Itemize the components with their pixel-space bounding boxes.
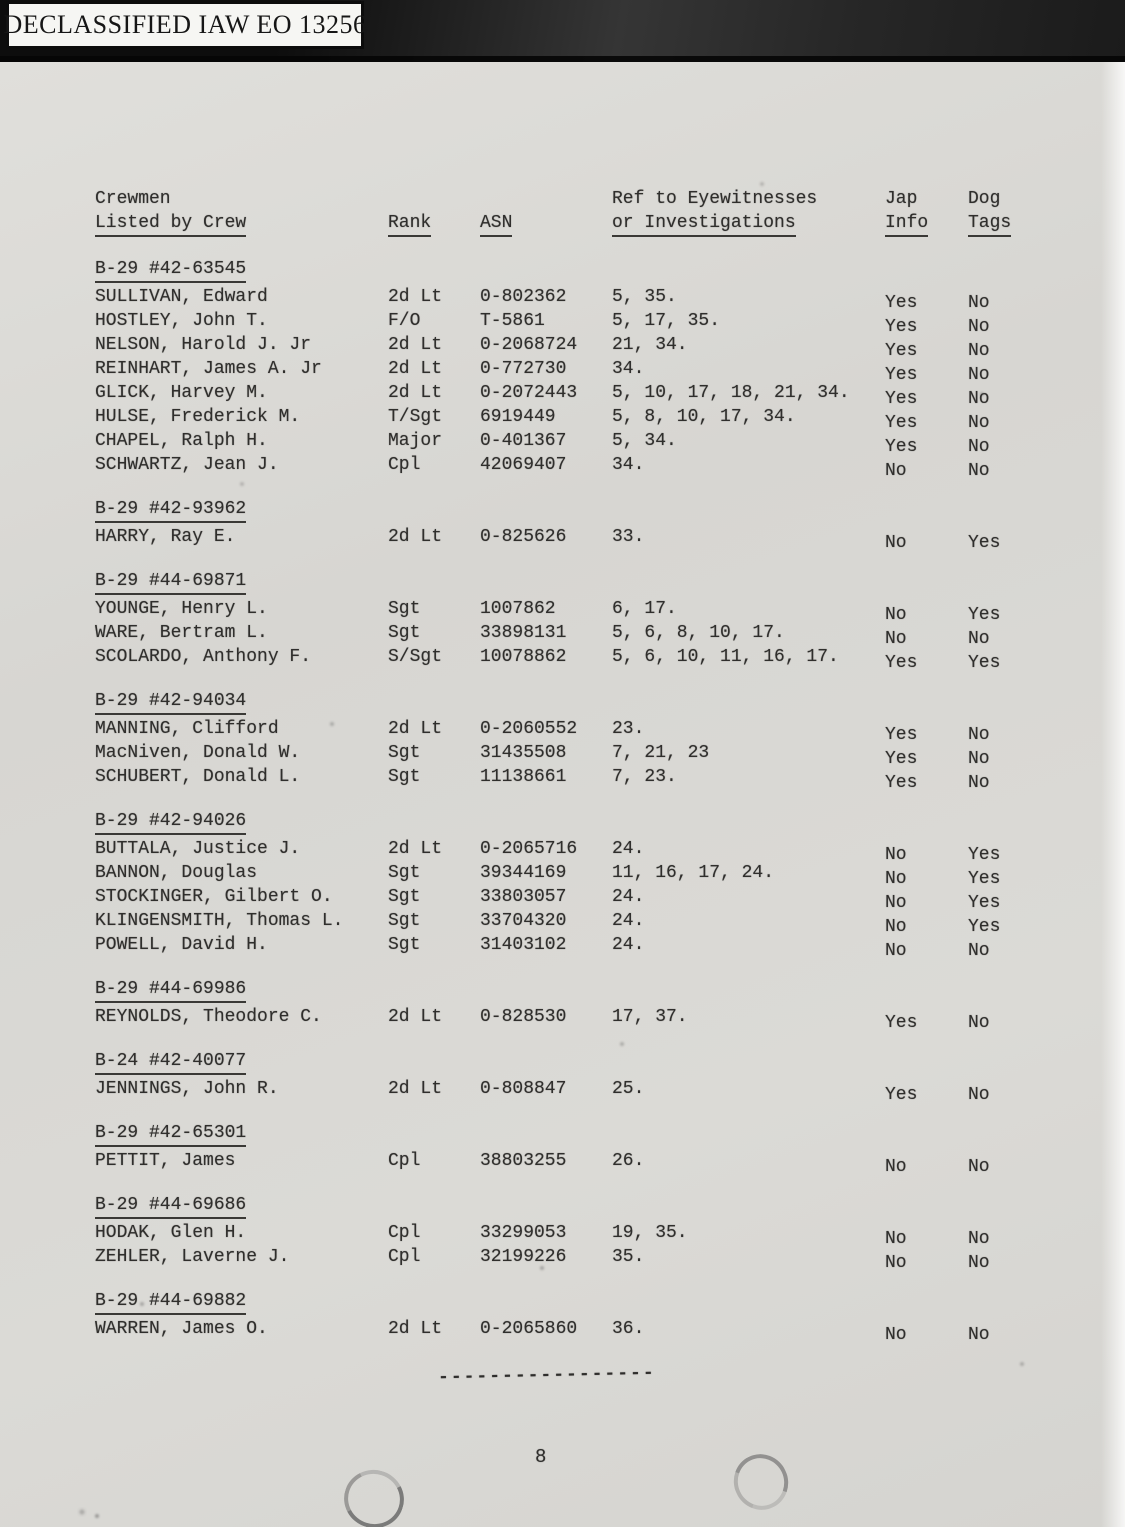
crew-block [95, 1289, 1095, 1345]
member-jap-info: Yes [885, 317, 918, 337]
member-jap-info: No [885, 941, 907, 961]
member-name: KLINGENSMITH, Thomas L. [95, 911, 344, 931]
member-rank: S/Sgt [388, 647, 443, 667]
crew-heading [95, 1049, 1095, 1073]
member-dog-tags: Yes [968, 533, 1001, 553]
member-name: YOUNGE, Henry L. [95, 599, 268, 619]
column-header-asn [480, 187, 612, 237]
member-jap-info: No [885, 869, 907, 889]
member-dog-tags: No [968, 317, 990, 337]
member-ref: 34. [612, 455, 645, 475]
member-jap-info: Yes [885, 293, 918, 313]
member-ref: 25. [612, 1079, 645, 1099]
header-rank: Rank [388, 212, 431, 237]
member-row [95, 597, 1095, 625]
ring-stain-left [337, 1462, 412, 1527]
member-rank: 2d Lt [388, 1079, 443, 1099]
crew-block [95, 689, 1095, 793]
member-asn: 6919449 [480, 407, 556, 427]
crew-heading [95, 689, 1095, 713]
member-jap-info: Yes [885, 1085, 918, 1105]
member-asn: 32199226 [480, 1247, 567, 1267]
crew-block [95, 257, 1095, 481]
member-name: MacNiven, Donald W. [95, 743, 301, 763]
declassified-stamp-text: DECLASSIFIED IAW EO 13256 [3, 10, 367, 39]
member-name: REINHART, James A. Jr [95, 359, 322, 379]
member-jap-info: Yes [885, 413, 918, 433]
member-jap-info: No [885, 1157, 907, 1177]
member-name: HOSTLEY, John T. [95, 311, 268, 331]
member-dog-tags: No [968, 389, 990, 409]
member-asn: 0-825626 [480, 527, 567, 547]
member-dog-tags: No [968, 293, 990, 313]
member-asn: 0-2065860 [480, 1319, 578, 1339]
member-rank: Sgt [388, 935, 421, 955]
member-jap-info: Yes [885, 1013, 918, 1033]
member-rank: 2d Lt [388, 1007, 443, 1027]
crew-block [95, 1121, 1095, 1177]
member-dog-tags: Yes [968, 605, 1001, 625]
member-row [95, 525, 1095, 553]
member-name: HULSE, Frederick M. [95, 407, 301, 427]
document-paper [0, 62, 1125, 1527]
member-rank: Sgt [388, 743, 421, 763]
member-asn: 0-802362 [480, 287, 567, 307]
crew-aircraft-number: B-29 #44-69686 [95, 1194, 246, 1219]
member-name: MANNING, Clifford [95, 719, 279, 739]
column-header-crewmen [95, 187, 388, 237]
member-jap-info: Yes [885, 365, 918, 385]
crew-aircraft-number: B-29 #42-65301 [95, 1122, 246, 1147]
crew-list [95, 237, 1095, 1388]
member-name: SCHUBERT, Donald L. [95, 767, 301, 787]
crew-block [95, 1193, 1095, 1273]
member-row [95, 837, 1095, 865]
member-asn: 0-2065716 [480, 839, 578, 859]
member-dog-tags: No [968, 437, 990, 457]
member-jap-info: Yes [885, 725, 918, 745]
member-ref: 5, 10, 17, 18, 21, 34. [612, 383, 850, 403]
member-rank: 2d Lt [388, 359, 443, 379]
member-asn: 33299053 [480, 1223, 567, 1243]
member-asn: 39344169 [480, 863, 567, 883]
member-ref: 6, 17. [612, 599, 677, 619]
member-dog-tags: No [968, 1085, 990, 1105]
member-rank: Sgt [388, 599, 421, 619]
member-dog-tags: Yes [968, 653, 1001, 673]
header-crewmen-line1: Crewmen [95, 189, 171, 209]
member-name: NELSON, Harold J. Jr [95, 335, 312, 355]
member-row [95, 1317, 1095, 1345]
member-ref: 21, 34. [612, 335, 688, 355]
header-ref-line1: Ref to Eyewitnesses [612, 189, 818, 209]
member-name: WARREN, James O. [95, 1319, 268, 1339]
member-ref: 11, 16, 17, 24. [612, 863, 775, 883]
crew-heading [95, 257, 1095, 281]
crew-aircraft-number: B-29 #44-69871 [95, 570, 246, 595]
member-dog-tags: Yes [968, 869, 1001, 889]
member-asn: 0-772730 [480, 359, 567, 379]
member-ref: 5, 35. [612, 287, 677, 307]
member-rank: 2d Lt [388, 527, 443, 547]
member-rank: F/O [388, 311, 421, 331]
member-jap-info: Yes [885, 653, 918, 673]
member-asn: 38803255 [480, 1151, 567, 1171]
header-dog-line1: Dog [968, 189, 1001, 209]
crew-heading [95, 1289, 1095, 1313]
member-asn: 1007862 [480, 599, 556, 619]
column-header-ref [612, 187, 885, 237]
crew-aircraft-number: B-29 #44-69882 [95, 1290, 246, 1315]
member-name: WARE, Bertram L. [95, 623, 268, 643]
member-name: CHAPEL, Ralph H. [95, 431, 268, 451]
member-asn: 0-2072443 [480, 383, 578, 403]
member-ref: 26. [612, 1151, 645, 1171]
member-rank: Sgt [388, 623, 421, 643]
member-name: REYNOLDS, Theodore C. [95, 1007, 322, 1027]
member-dog-tags: No [968, 773, 990, 793]
member-rank: Cpl [388, 455, 421, 475]
header-asn: ASN [480, 212, 512, 237]
member-asn: 33803057 [480, 887, 567, 907]
member-dog-tags: No [968, 1253, 990, 1273]
crew-block [95, 569, 1095, 673]
member-jap-info: No [885, 533, 907, 553]
ring-stain-right [725, 1445, 798, 1519]
member-dog-tags: No [968, 1325, 990, 1345]
member-rank: 2d Lt [388, 335, 443, 355]
member-asn: 11138661 [480, 767, 567, 787]
column-header-rank [388, 187, 480, 237]
member-asn: 10078862 [480, 647, 567, 667]
member-jap-info: No [885, 917, 907, 937]
member-name: STOCKINGER, Gilbert O. [95, 887, 333, 907]
member-rank: Cpl [388, 1151, 421, 1171]
member-name: JENNINGS, John R. [95, 1079, 279, 1099]
member-asn: 0-828530 [480, 1007, 567, 1027]
member-dog-tags: No [968, 341, 990, 361]
crew-heading [95, 809, 1095, 833]
member-asn: 42069407 [480, 455, 567, 475]
crew-heading [95, 569, 1095, 593]
member-ref: 24. [612, 911, 645, 931]
member-ref: 7, 23. [612, 767, 677, 787]
member-asn: 0-808847 [480, 1079, 567, 1099]
member-ref: 24. [612, 935, 645, 955]
member-jap-info: No [885, 1325, 907, 1345]
member-ref: 23. [612, 719, 645, 739]
member-dog-tags: No [968, 749, 990, 769]
member-dog-tags: No [968, 413, 990, 433]
member-name: POWELL, David H. [95, 935, 268, 955]
crew-aircraft-number: B-29 #42-94026 [95, 810, 246, 835]
member-asn: 0-2068724 [480, 335, 578, 355]
member-asn: T-5861 [480, 311, 545, 331]
member-dog-tags: No [968, 1157, 990, 1177]
member-ref: 5, 34. [612, 431, 677, 451]
member-jap-info: Yes [885, 773, 918, 793]
member-ref: 24. [612, 839, 645, 859]
crew-heading [95, 1121, 1095, 1145]
header-jap-line2: Info [885, 212, 928, 237]
member-asn: 0-401367 [480, 431, 567, 451]
member-rank: 2d Lt [388, 719, 443, 739]
member-name: SCHWARTZ, Jean J. [95, 455, 279, 475]
member-ref: 19, 35. [612, 1223, 688, 1243]
header-crewmen-line2: Listed by Crew [95, 212, 246, 237]
member-dog-tags: Yes [968, 917, 1001, 937]
member-name: HODAK, Glen H. [95, 1223, 247, 1243]
member-dog-tags: No [968, 629, 990, 649]
crew-aircraft-number: B-24 #42-40077 [95, 1050, 246, 1075]
member-rank: T/Sgt [388, 407, 443, 427]
crew-aircraft-number: B-29 #42-63545 [95, 258, 246, 283]
member-jap-info: Yes [885, 749, 918, 769]
crew-aircraft-number: B-29 #44-69986 [95, 978, 246, 1003]
member-name: SULLIVAN, Edward [95, 287, 268, 307]
header-dog-line2: Tags [968, 212, 1011, 237]
member-ref: 24. [612, 887, 645, 907]
member-row [95, 285, 1095, 313]
member-dog-tags: No [968, 725, 990, 745]
member-asn: 0-2060552 [480, 719, 578, 739]
member-jap-info: No [885, 1253, 907, 1273]
member-ref: 33. [612, 527, 645, 547]
crew-block [95, 977, 1095, 1033]
crew-aircraft-number: B-29 #42-93962 [95, 498, 246, 523]
member-name: SCOLARDO, Anthony F. [95, 647, 312, 667]
dashed-separator: ----------------- [437, 1363, 656, 1388]
member-asn: 33704320 [480, 911, 567, 931]
member-dog-tags: No [968, 365, 990, 385]
member-rank: Sgt [388, 887, 421, 907]
member-row [95, 717, 1095, 745]
member-row [95, 1149, 1095, 1177]
member-rank: 2d Lt [388, 383, 443, 403]
crew-heading [95, 497, 1095, 521]
member-jap-info: No [885, 461, 907, 481]
member-dog-tags: Yes [968, 845, 1001, 865]
member-name: BANNON, Douglas [95, 863, 258, 883]
member-ref: 36. [612, 1319, 645, 1339]
member-ref: 5, 6, 10, 11, 16, 17. [612, 647, 839, 667]
member-asn: 33898131 [480, 623, 567, 643]
crew-heading [95, 977, 1095, 1001]
member-name: ZEHLER, Laverne J. [95, 1247, 290, 1267]
member-ref: 35. [612, 1247, 645, 1267]
member-jap-info: No [885, 845, 907, 865]
member-rank: Sgt [388, 911, 421, 931]
member-jap-info: Yes [885, 389, 918, 409]
member-dog-tags: No [968, 1013, 990, 1033]
member-jap-info: No [885, 629, 907, 649]
member-jap-info: Yes [885, 341, 918, 361]
member-ref: 5, 17, 35. [612, 311, 721, 331]
crew-aircraft-number: B-29 #42-94034 [95, 690, 246, 715]
member-asn: 31403102 [480, 935, 567, 955]
page-number: 8 [535, 1446, 547, 1468]
member-jap-info: No [885, 605, 907, 625]
scan-top-band [0, 0, 1125, 62]
member-dog-tags: No [968, 461, 990, 481]
crew-block [95, 1049, 1095, 1105]
crew-heading [95, 1193, 1095, 1217]
member-ref: 5, 6, 8, 10, 17. [612, 623, 785, 643]
column-header-dog-tags [968, 187, 1058, 237]
member-jap-info: Yes [885, 437, 918, 457]
member-ref: 17, 37. [612, 1007, 688, 1027]
member-rank: Sgt [388, 863, 421, 883]
member-name: PETTIT, James [95, 1151, 236, 1171]
member-name: GLICK, Harvey M. [95, 383, 268, 403]
member-dog-tags: No [968, 1229, 990, 1249]
member-rank: Cpl [388, 1247, 421, 1267]
member-dog-tags: Yes [968, 893, 1001, 913]
member-rank: 2d Lt [388, 1319, 443, 1339]
member-rank: Cpl [388, 1223, 421, 1243]
member-ref: 34. [612, 359, 645, 379]
crew-block [95, 809, 1095, 961]
member-ref: 5, 8, 10, 17, 34. [612, 407, 796, 427]
member-jap-info: No [885, 893, 907, 913]
crew-block [95, 497, 1095, 553]
member-jap-info: No [885, 1229, 907, 1249]
declassified-stamp [3, 1, 367, 49]
member-rank: Major [388, 431, 443, 451]
member-ref: 7, 21, 23 [612, 743, 710, 763]
member-dog-tags: No [968, 941, 990, 961]
column-header-jap-info [885, 187, 968, 237]
member-rank: Sgt [388, 767, 421, 787]
table-header [95, 187, 1058, 237]
header-ref-line2: or Investigations [612, 212, 796, 237]
member-rank: 2d Lt [388, 839, 443, 859]
member-rank: 2d Lt [388, 287, 443, 307]
member-name: BUTTALA, Justice J. [95, 839, 301, 859]
header-jap-line1: Jap [885, 189, 918, 209]
member-name: HARRY, Ray E. [95, 527, 236, 547]
member-row [95, 1221, 1095, 1249]
member-row [95, 1077, 1095, 1105]
member-row [95, 1005, 1095, 1033]
member-asn: 31435508 [480, 743, 567, 763]
